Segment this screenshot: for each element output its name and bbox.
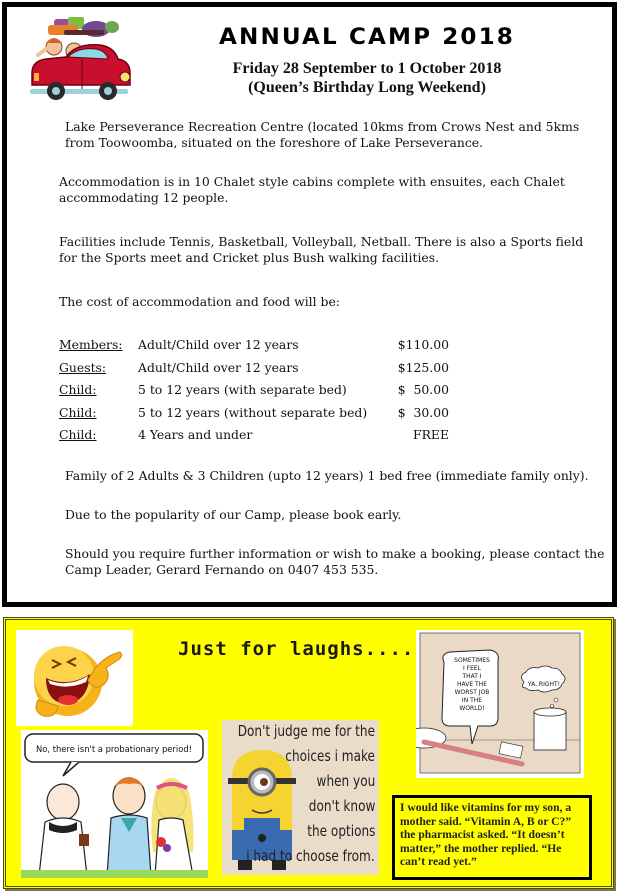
location-paragraph: Lake Perseverance Recreation Centre (located 10kms from Crows Nest and 5kms from Toowoomba, situated on the foreshore of Lake Perseverance. — [65, 119, 580, 150]
price-description: Adult/Child over 12 years — [138, 337, 299, 352]
comic-bubble-line: WORST JOB — [454, 689, 490, 696]
comic-bubble-line: SOMETIMES — [454, 657, 490, 664]
minion-line: choices i make — [285, 747, 375, 765]
camp-date-range: Friday 28 September to 1 October 2018 — [232, 60, 502, 77]
price-category: Child: — [59, 427, 97, 442]
vitamin-joke: I would like vitamins for my son, a mother said. “Vitamin A, B or C?” the pharmacist asked. “It doesn’t matter,” the mother replied. “He can’t read yet.” — [392, 795, 592, 880]
price-amount: $110.00 — [397, 337, 449, 352]
price-row — [59, 382, 449, 405]
camp-weekend-note: (Queen’s Birthday Long Weekend) — [248, 79, 486, 96]
minion-meme — [222, 720, 379, 875]
price-amount: $125.00 — [397, 359, 449, 375]
minion-line: when you — [316, 772, 375, 790]
price-amount: FREE — [412, 427, 449, 442]
car-family-illustration — [24, 15, 134, 100]
price-row — [59, 360, 449, 383]
booking-notice: Due to the popularity of our Camp, please book early. — [65, 507, 402, 522]
comic-bubble-line: IN THE — [461, 697, 483, 704]
comic-bubble-line: I FEEL — [462, 665, 482, 672]
price-description: 5 to 12 years (without separate bed) — [138, 404, 368, 420]
annual-camp-panel — [2, 2, 617, 607]
price-category: Members: — [59, 337, 123, 352]
price-table — [59, 337, 449, 450]
just-for-laughs-panel — [3, 617, 614, 889]
comic-bubble-line: HAVE THE — [456, 681, 488, 688]
camp-dates — [202, 59, 532, 97]
toothbrush-comic — [416, 630, 584, 778]
laughing-emoji-icon — [16, 630, 133, 726]
minion-line: don't know — [308, 797, 375, 815]
price-row — [59, 405, 449, 428]
accommodation-paragraph: Accommodation is in 10 Chalet style cabins complete with ensuites, each Chalet accommodating 12 people. — [59, 174, 565, 205]
price-description: 4 Years and under — [138, 427, 253, 442]
price-category: Guests: — [59, 359, 107, 375]
facilities-paragraph: Facilities include Tennis, Basketball, Volleyball, Netball. There is also a Sports field for the Sports meet and Cricket plus Bush walking facilities. — [59, 234, 584, 265]
comic-bubble-line: THAT I — [462, 673, 482, 680]
comic-bubble-line: WORLD! — [459, 705, 485, 712]
laughs-title: Just for laughs.... — [178, 638, 415, 660]
camp-title: ANNUAL CAMP 2018 — [219, 25, 515, 50]
wedding-cartoon — [21, 730, 208, 878]
contact-info: Should you require further information or wish to make a booking, please contact the Camp Leader, Gerard Fernando on 0407 453 535. — [65, 546, 605, 577]
price-amount: $ 30.00 — [397, 404, 449, 420]
thought-bubble — [521, 666, 565, 692]
price-description: 5 to 12 years (with separate bed) — [138, 382, 347, 397]
family-offer: Family of 2 Adults & 3 Children (upto 12 years) 1 bed free (immediate family only). — [65, 468, 589, 483]
toilet-roll-icon — [534, 712, 566, 750]
minion-line: the options — [306, 822, 375, 840]
wedding-bubble-text: No, there isn't a probationary period! — [36, 744, 192, 754]
price-row — [59, 337, 449, 360]
price-category: Child: — [59, 404, 97, 420]
comic-reply: YA..RIGHT! — [527, 681, 561, 688]
cost-intro: The cost of accommodation and food will be: — [59, 294, 340, 309]
minion-line: Don't judge me for the — [237, 722, 375, 740]
price-category: Child: — [59, 382, 97, 397]
price-row — [59, 427, 449, 450]
price-description: Adult/Child over 12 years — [138, 359, 299, 375]
price-amount: $ 50.00 — [397, 382, 449, 397]
minion-line: i had to choose from. — [246, 847, 375, 865]
